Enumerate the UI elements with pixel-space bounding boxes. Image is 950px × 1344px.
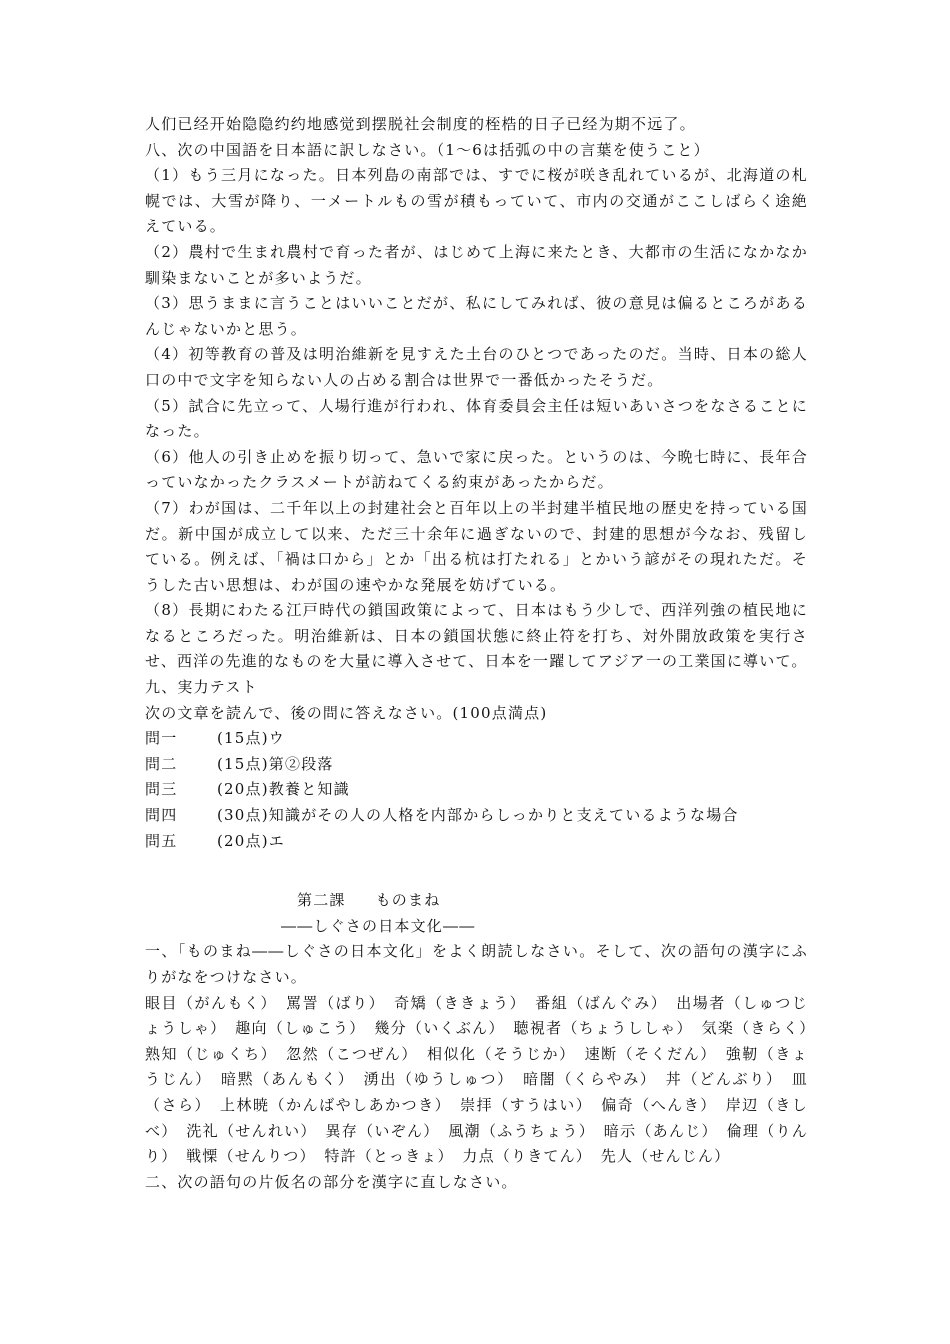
answer-row-5 bbox=[145, 829, 808, 855]
answer-question: 問一 bbox=[145, 729, 178, 748]
section9-instruction: 次の文章を読んで、後の問に答えなさい。(100点満点) bbox=[145, 703, 548, 722]
answer-row-1 bbox=[145, 726, 808, 752]
section8-item-7: （7）わが国は、二千年以上の封建社会と百年以上の半封建半植民地の歴史を持っている国だ。新中国が成立して以来、ただ三十余年に過ぎないので、封建的思想が今なお、残留している。例えば、「禍は口から」とか「出る杭は打たれる」とかいう諺がその現れただ。そうした古い思想は、わが国の速やかな発展を妨げている。 bbox=[145, 498, 808, 594]
lesson-title-kana: ものまね bbox=[375, 891, 441, 910]
answer-question: 問五 bbox=[145, 831, 178, 850]
lesson-subtitle: ――しぐさの日本文化―― bbox=[281, 916, 476, 935]
exercise2-heading: 二、次の語句の片仮名の部分を漢字に直しなさい。 bbox=[145, 1172, 518, 1191]
answer-row-3 bbox=[145, 777, 808, 803]
section8-item-1: （1）もう三月になった。日本列島の南部では、すでに桜が咲き乱れているが、北海道の札幌では、大雪が降り、一メートルもの雪が積もっていて、市内の交通がここしばらく途絶えている。 bbox=[145, 166, 808, 236]
section8-item-6: （6）他人の引き止めを振り切って、急いで家に戻った。というのは、今晩七時に、長年合っていなかったクラスメートが訪ねてくる約束があったからだ。 bbox=[145, 447, 808, 492]
answer-value: ウ bbox=[268, 729, 285, 748]
answer-question: 問三 bbox=[145, 780, 178, 799]
answer-points: (20点) bbox=[217, 780, 269, 799]
section8-item-2: （2）農村で生まれ農村で育った者が、はじめて上海に来たとき、大都市の生活になかなか馴染まないことが多いようだ。 bbox=[145, 242, 808, 287]
section8-item-8: （8）長期にわたる江戸時代の鎖国政策によって、日本はもう少しで、西洋列強の植民地になるところだった。明治維新は、日本の鎖国状態に終止符を打ち、対外開放政策を実行させ、西洋の先進的なものを大量に導入させて、日本を一躍してアジア一の工業国に導いて。 bbox=[145, 601, 808, 671]
answer-value: 知識がその人の人格を内部からしっかりと支えているような場合 bbox=[268, 806, 739, 825]
lesson-title bbox=[145, 888, 808, 914]
answer-value: 第②段落 bbox=[268, 754, 334, 773]
intro-line: 人们已经开始隐隐约约地感觉到摆脱社会制度的桎梏的日子已经为期不远了。 bbox=[145, 115, 696, 133]
answer-points: (15点) bbox=[217, 729, 269, 748]
answer-row-2 bbox=[145, 752, 808, 778]
exercise1-heading: 一、「ものまね――しぐさの日本文化」をよく朗読しなさい。そして、次の語句の漢字にふりがなをつけなさい。 bbox=[145, 942, 808, 986]
answer-points: (20点) bbox=[217, 831, 269, 850]
lesson-number: 第二課 bbox=[297, 891, 346, 910]
section8-heading: 八、次の中国語を日本語に訳しなさい。（1～6は括弧の中の言葉を使うこと） bbox=[145, 140, 710, 159]
answer-value: 教養と知識 bbox=[268, 780, 350, 799]
exercise1-word-list: 眼目（がんもく） 罵詈（ばり） 奇矯（ききょう） 番組（ばんぐみ） 出場者（しゅつじょうしゃ） 趣向（しゅこう） 幾分（いくぶん） 聴視者（ちょうししゃ） 気楽（きらく） 熟知（じゅくち） 忽然（こつぜん） 相似化（そうじか） 速断（そくだん） 強靭（きょうじん） 暗黙（あんもく） 湧出（ゆうしゅつ） 暗闇（くらやみ） 丼（どんぶり） 皿（さら） 上林暁（かんばやしあかつき） 崇拝（すうはい） 偏奇（へんき） 岸辺（きしべ） 洗礼（せんれい） 異存（いぞん） 風潮（ふうちょう） 暗示（あんじ） 倫理（りんり） 戦慄（せんりつ） 特許（とっきょ） 力点（りきてん） 先人（せんじん） bbox=[145, 993, 825, 1166]
section8-item-5: （5）試合に先立って、人場行進が行われ、体育委員会主任は短いあいさつをなさることになった。 bbox=[145, 396, 808, 441]
answer-value: エ bbox=[268, 831, 285, 850]
document-page bbox=[145, 112, 825, 1195]
answer-question: 問二 bbox=[145, 754, 178, 773]
answer-row-4 bbox=[145, 803, 808, 829]
section9-heading: 九、実力テスト bbox=[145, 678, 258, 697]
answer-question: 問四 bbox=[145, 806, 178, 825]
section8-item-4: （4）初等教育の普及は明治維新を見すえた土台のひとつであったのだ。当時、日本の総人口の中で文字を知らない人の占める割合は世界で一番低かったそうだ。 bbox=[145, 345, 808, 389]
section8-item-3: （3）思うままに言うことはいいことだが、私にしてみれば、彼の意見は偏るところがあるんじゃないかと思う。 bbox=[145, 294, 808, 338]
answer-points: (30点) bbox=[217, 806, 269, 825]
section-spacer bbox=[145, 854, 808, 888]
answer-points: (15点) bbox=[217, 754, 269, 773]
